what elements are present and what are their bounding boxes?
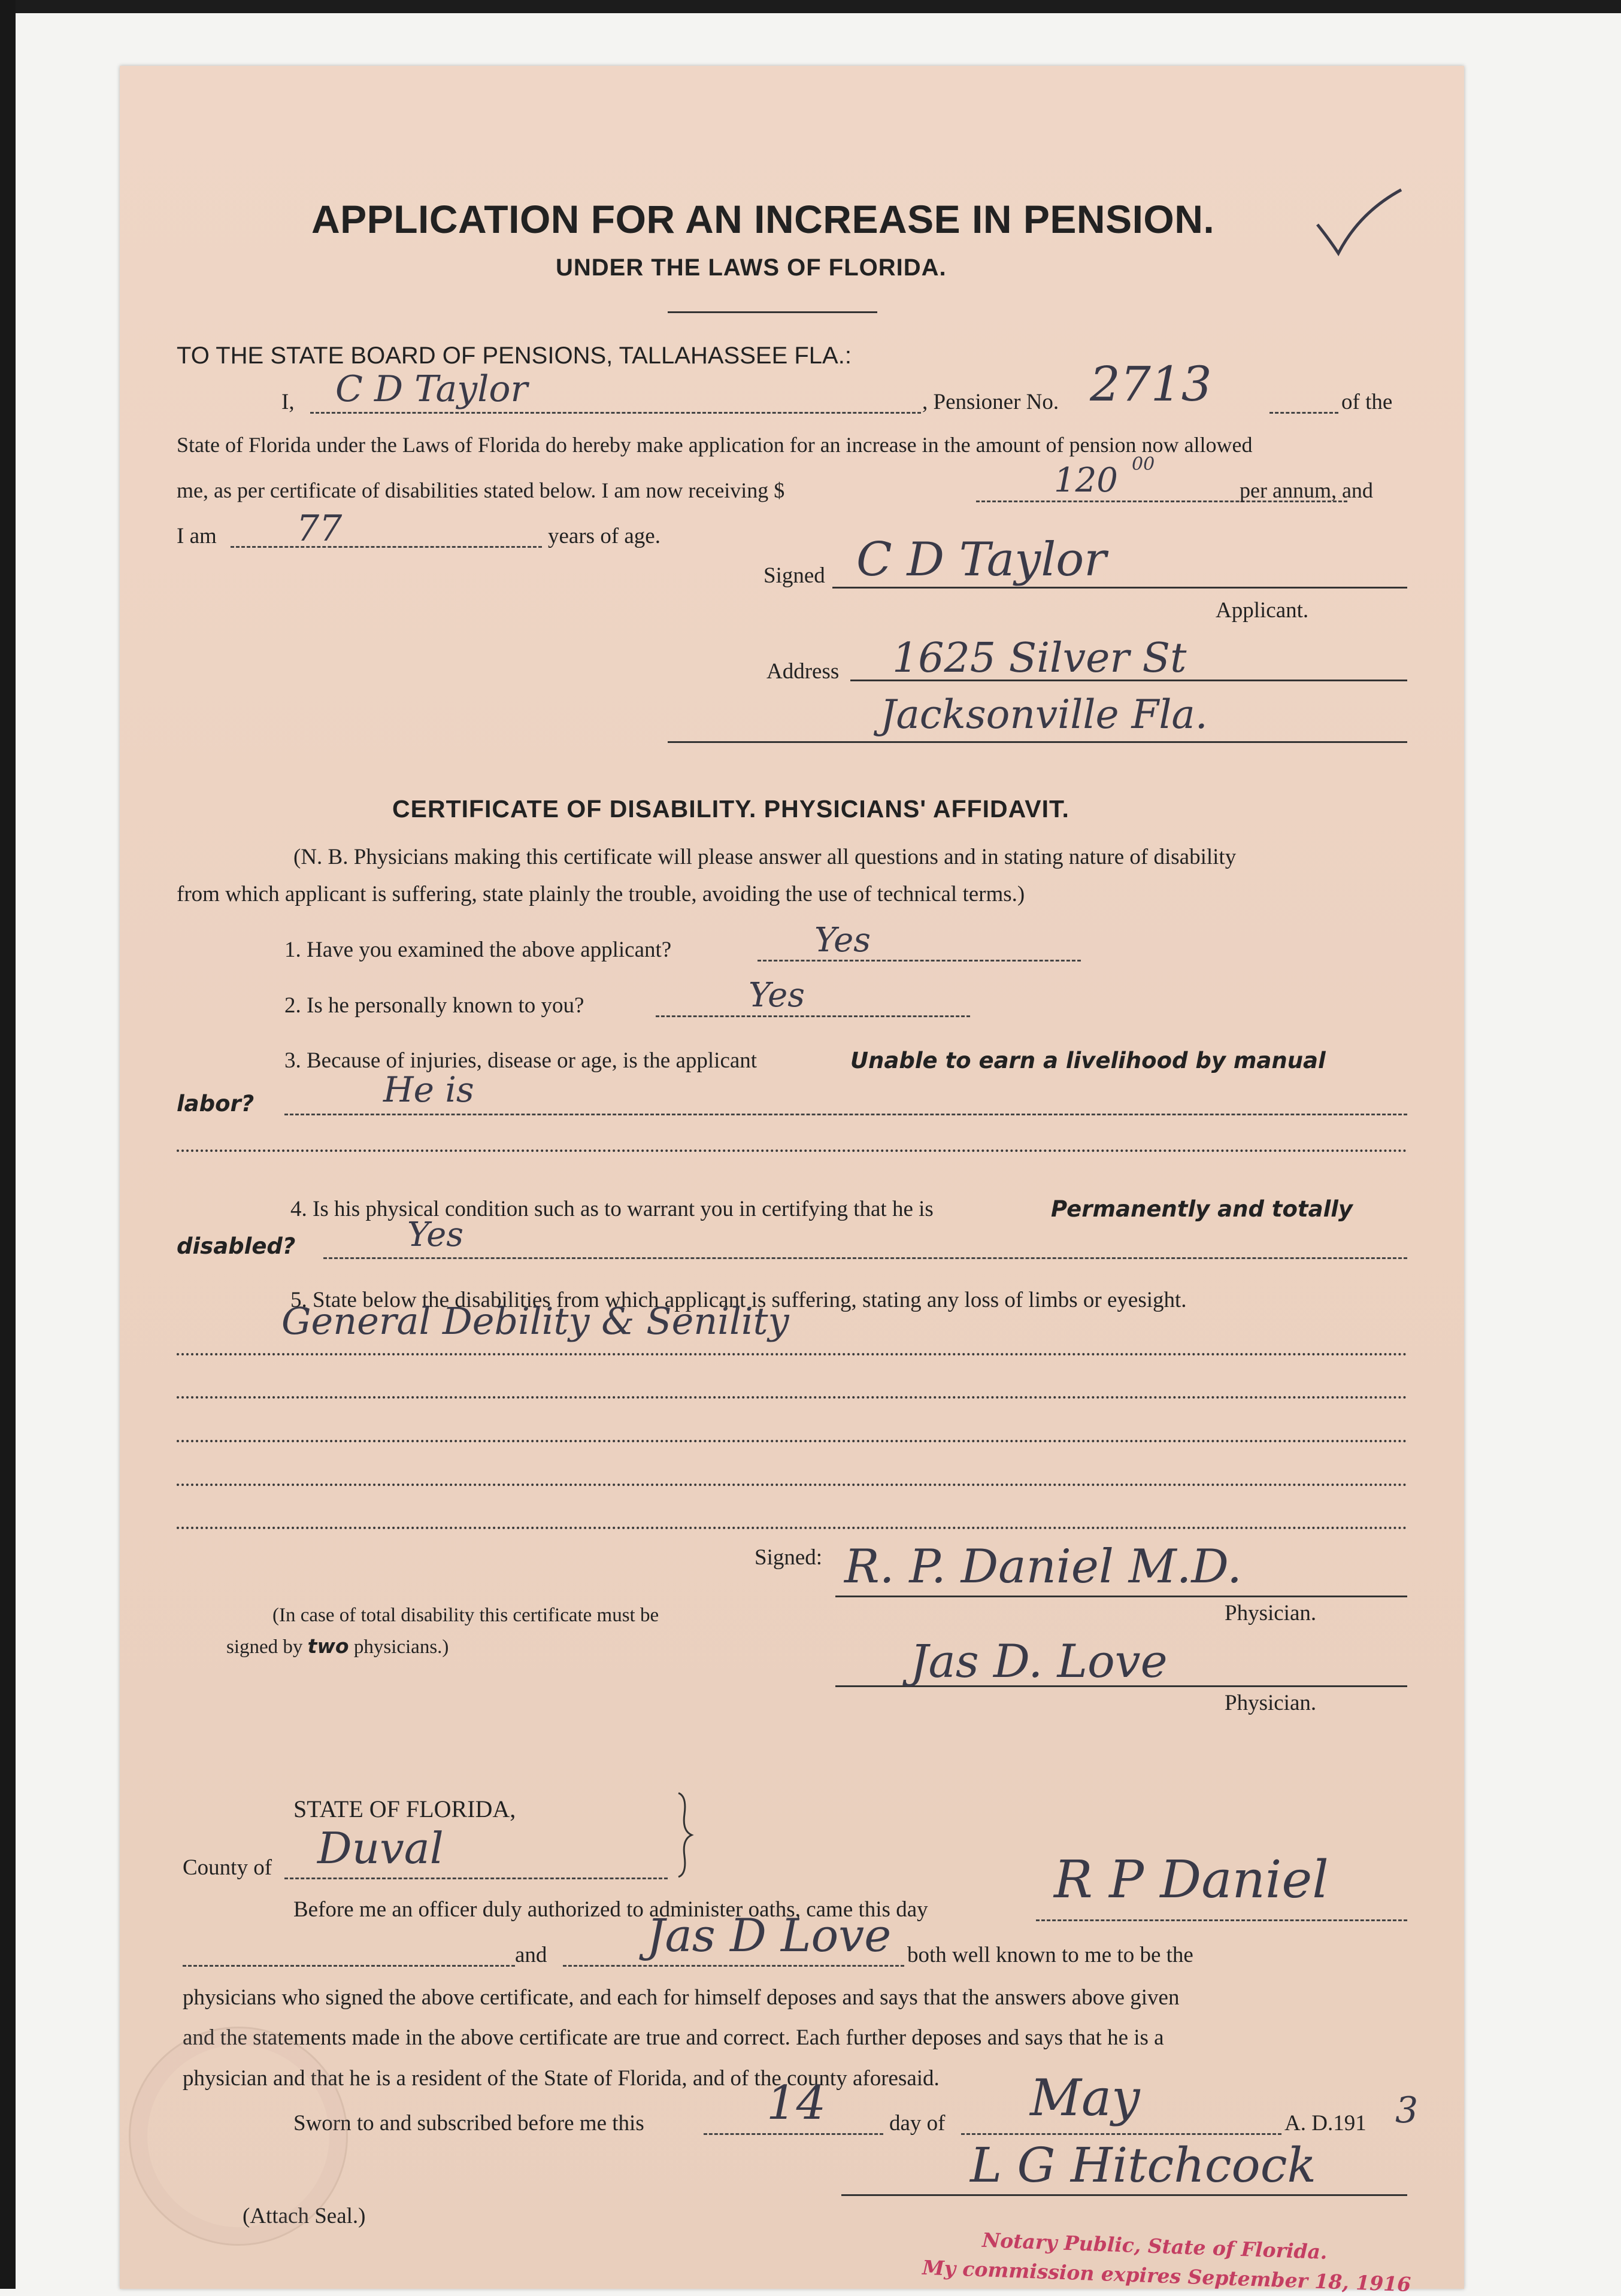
document-title: APPLICATION FOR AN INCREASE IN PENSION. <box>311 197 1215 241</box>
physician2-label: Physician. <box>1225 1691 1317 1715</box>
month-field-line <box>961 2133 1281 2135</box>
embossed-seal <box>129 2027 348 2246</box>
answer-5-line5 <box>177 1527 1407 1529</box>
per-annum-label: per annum, and <box>1240 478 1373 502</box>
question-4-emphasis: Permanently and totally <box>1051 1196 1353 1222</box>
notary-stamp-line2: My commission expires September 18, 1916 <box>922 2255 1411 2296</box>
note-two: two <box>307 1634 349 1658</box>
answer-2-line <box>656 1015 970 1017</box>
checkmark-icon <box>1311 183 1407 266</box>
address-field-line1: 1625 Silver St <box>892 635 1187 682</box>
two-physicians-note-line1: (In case of total disability this certificate must be <box>272 1605 659 1626</box>
certificate-heading: CERTIFICATE OF DISABILITY. PHYSICIANS' AFFIDAVIT. <box>392 795 1069 823</box>
application-body-line1: State of Florida under the Laws of Florida do hereby make application for an increase in the amount of pension now allowed <box>177 433 1253 457</box>
of-the-label: of the <box>1341 390 1393 414</box>
note-physicians: physicians.) <box>353 1636 449 1658</box>
day-field-line <box>704 2133 883 2135</box>
physician1-signature: R. P. Daniel M.D. <box>844 1540 1242 1594</box>
affidavit-text-line3: physician and that he is a resident of the State of Florida, and of the county aforesaid. <box>183 2066 940 2091</box>
ad-label: A. D.191 <box>1284 2111 1367 2136</box>
brace-icon <box>674 1790 698 1880</box>
answer-5: General Debility & Senility <box>281 1299 789 1343</box>
state-heading: STATE OF FLORIDA, <box>293 1795 516 1822</box>
name1-continuation-line <box>183 1965 515 1967</box>
amount-field: 120 <box>1054 461 1118 500</box>
answer-3-line <box>284 1114 1407 1115</box>
physician1-signature-line <box>835 1596 1407 1597</box>
age-field-line <box>231 546 542 548</box>
amount-cents: 00 <box>1132 454 1155 475</box>
and-label: and <box>515 1943 547 1967</box>
nb-line2: from which applicant is suffering, state plainly the trouble, avoiding the use of technical terms.) <box>177 882 1025 906</box>
notary-signature: L G Hitchcock <box>970 2137 1316 2193</box>
answer-3: He is <box>383 1069 474 1110</box>
affidavit-text-line1: physicians who signed the above certificate, and each for himself deposes and says that the answers above given <box>183 1985 1180 2010</box>
address-field-line2: Jacksonville Fla. <box>880 691 1208 738</box>
answer-3-extra-line <box>177 1149 1407 1152</box>
answer-2: Yes <box>749 976 805 1015</box>
applicant-label: Applicant. <box>1216 598 1309 623</box>
question-1: 1. Have you examined the above applicant? <box>284 938 672 962</box>
before-me-text: Before me an officer duly authorized to administer oaths, came this day <box>293 1897 928 1922</box>
age-field: 77 <box>296 508 343 550</box>
county-label: County of <box>183 1855 272 1880</box>
question-4-continuation: disabled? <box>177 1233 296 1259</box>
day-of-label: day of <box>889 2111 946 2136</box>
question-4-text: 4. Is his physical condition such as to warrant you in certifying that he is <box>290 1197 934 1221</box>
two-physicians-note-line2 <box>226 1634 449 1658</box>
question-3-emphasis: Unable to earn a livelihood by manual <box>850 1048 1326 1073</box>
answer-5-line3 <box>177 1440 1407 1442</box>
pensioner-number-field: 2713 <box>1090 356 1212 412</box>
answer-1: Yes <box>814 921 871 960</box>
attach-seal-label: (Attach Seal.) <box>243 2204 366 2228</box>
answer-4: Yes <box>407 1215 463 1254</box>
month-field: May <box>1030 2068 1140 2127</box>
name-field-line <box>310 412 921 414</box>
affiant-name1: R P Daniel <box>1054 1850 1329 1910</box>
county-field: Duval <box>317 1823 444 1873</box>
affiant-name2: Jas D Love <box>647 1909 892 1962</box>
address-line2 <box>668 741 1407 743</box>
pensioner-label: , Pensioner No. <box>922 390 1059 414</box>
note-signed-by: signed by <box>226 1636 303 1658</box>
sworn-text: Sworn to and subscribed before me this <box>293 2111 644 2136</box>
notary-stamp-line1: Notary Public, State of Florida. <box>981 2228 1328 2264</box>
title-divider <box>668 311 877 313</box>
name2-field-line <box>563 1965 904 1967</box>
physician1-label: Physician. <box>1225 1601 1317 1625</box>
years-of-age-label: years of age. <box>548 524 660 548</box>
question-2: 2. Is he personally known to you? <box>284 993 584 1018</box>
year-digit-field: 3 <box>1395 2089 1419 2131</box>
question-5: 5. State below the disabilities from which applicant is suffering, stating any loss of limbs or eyesight. <box>290 1288 1187 1312</box>
signed-label: Signed <box>763 563 825 588</box>
address-label: Address <box>766 659 840 684</box>
physician2-signature: Jas D. Love <box>910 1634 1168 1688</box>
answer-5-line4 <box>177 1484 1407 1486</box>
scanner-top-edge <box>0 0 1621 13</box>
name1-field-line <box>1036 1919 1407 1921</box>
pensioner-field-line <box>1269 412 1338 414</box>
nb-line1: (N. B. Physicians making this certificate will please answer all questions and in stating nature of disability <box>293 845 1237 869</box>
both-known-text: both well known to me to be the <box>907 1943 1193 1967</box>
answer-5-line1 <box>177 1353 1407 1355</box>
question-3-text: 3. Because of injuries, disease or age, is the applicant <box>284 1048 758 1073</box>
county-field-line <box>284 1878 668 1879</box>
question-3-continuation: labor? <box>177 1091 254 1117</box>
applicant-signature: C D Taylor <box>856 533 1107 587</box>
document-page <box>120 66 1464 2296</box>
affidavit-text-line2: and the statements made in the above certificate are true and correct. Each further deposes and says that he is a <box>183 2025 1164 2050</box>
application-body-line2: me, as per certificate of disabilities stated below. I am now receiving $ <box>177 478 785 502</box>
i-label: I, <box>281 390 295 414</box>
applicant-name-field: C D Taylor <box>335 368 528 410</box>
answer-1-line <box>758 960 1081 962</box>
scanner-left-edge <box>0 0 16 2289</box>
notary-signature-line <box>841 2194 1407 2196</box>
certificate-signed-label: Signed: <box>755 1545 823 1570</box>
i-am-label: I am <box>177 524 217 548</box>
answer-4-line <box>323 1257 1407 1259</box>
document-subtitle: UNDER THE LAWS OF FLORIDA. <box>556 254 947 281</box>
signature-line <box>832 587 1407 589</box>
day-field: 14 <box>766 2076 826 2130</box>
answer-5-line2 <box>177 1396 1407 1399</box>
addressee-line: TO THE STATE BOARD OF PENSIONS, TALLAHASSEE FLA.: <box>177 342 852 369</box>
